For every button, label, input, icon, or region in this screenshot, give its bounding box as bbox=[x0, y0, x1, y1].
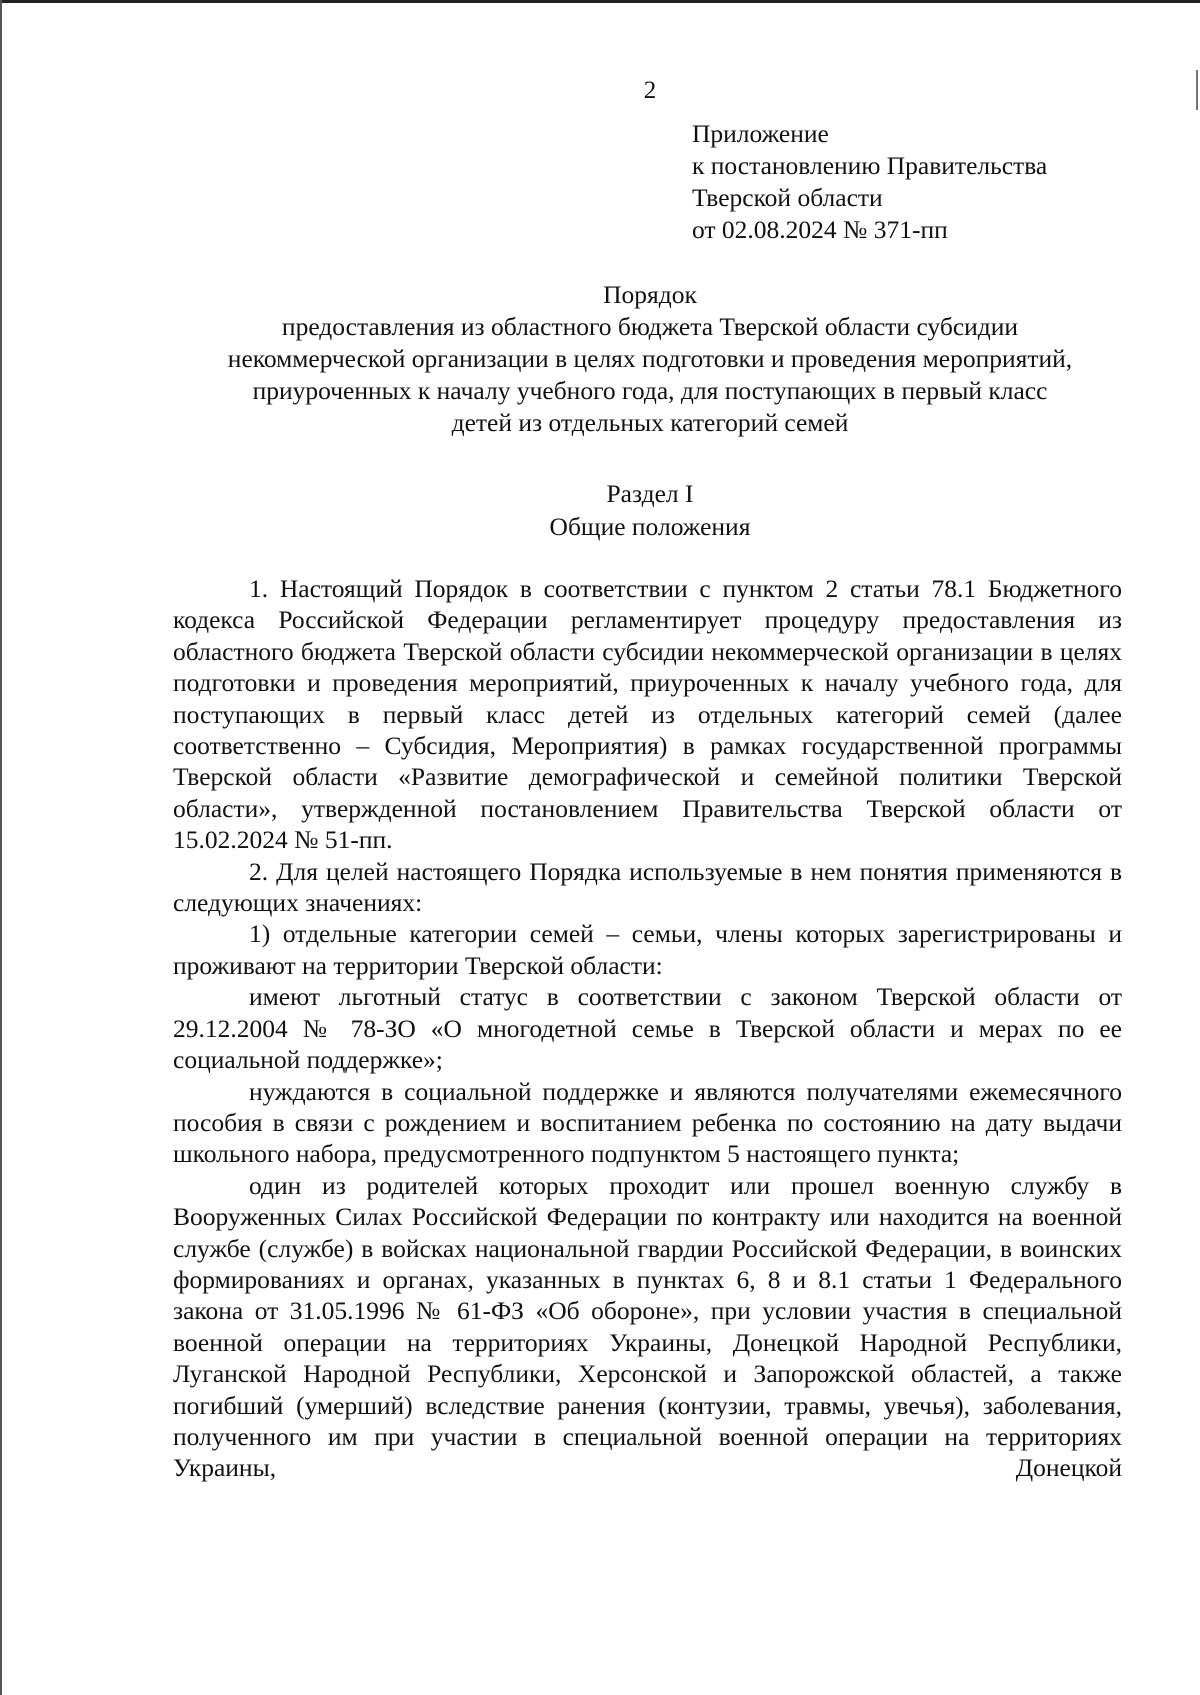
title-line: предоставления из областного бюджета Тверской области субсидии bbox=[281, 312, 1019, 341]
paragraph-4: имеют льготный статус в соответствии с законом Тверской области от 29.12.2004 № 78-ЗО «О многодетной семье в Тверской области и мерах по ее социальной поддержке»; bbox=[173, 982, 1122, 1075]
scan-edge-top bbox=[0, 0, 1200, 3]
paragraph-5: нуждаются в социальной поддержке и являются получателями ежемесячного пособия в связи с рождением и воспитанием ребенка по состоянию на дату выдачи школьного набора, предусмотренного подпунктом 5 настоящего пункта; bbox=[173, 1076, 1122, 1169]
document-body bbox=[173, 573, 1122, 1484]
section-name: Общие положения bbox=[549, 512, 751, 541]
page-number: 2 bbox=[643, 77, 657, 104]
appendix-header bbox=[692, 118, 1172, 246]
paragraph-3: 1) отдельные категории семей – семьи, члены которых зарегистрированы и проживают на территории Тверской области: bbox=[173, 919, 1122, 980]
section-number: Раздел I bbox=[606, 479, 694, 508]
document-title bbox=[150, 279, 1150, 439]
title-heading: Порядок bbox=[603, 280, 697, 309]
title-line: детей из отдельных категорий семей bbox=[451, 408, 849, 437]
paragraph-1: 1. Настоящий Порядок в соответствии с пунктом 2 статьи 78.1 Бюджетного кодекса Российской Федерации регламентирует процедуру предоставления из областного бюджета Тверской области субсидии некоммерческой организации в целях подготовки и проведения мероприятий, приуроченных к началу учебного года, для поступающих в первый класс детей из отдельных категорий семей (далее соответственно – Субсидия, Мероприятия) в рамках государственной программы Тверской области «Развитие демографической и семейной политики Тверской области», утвержденной постановлением Правительства Тверской области от 15.02.2024 № 51-пп. bbox=[173, 574, 1122, 855]
title-line: некоммерческой организации в целях подготовки и проведения мероприятий, bbox=[227, 344, 1073, 373]
section-heading bbox=[150, 477, 1150, 543]
appendix-line: Приложение bbox=[692, 119, 829, 148]
paragraph-2: 2. Для целей настоящего Порядка используемые в нем понятия применяются в следующих значениях: bbox=[173, 856, 1122, 918]
scan-edge-left bbox=[0, 0, 2, 1695]
title-line: приуроченных к началу учебного года, для поступающих в первый класс bbox=[252, 376, 1048, 405]
paragraph-6: один из родителей которых проходит или прошел военную службу в Вооруженных Силах Российской Федерации по контракту или находится на военной службе (службе) в войсках национальной гвардии Российской Федерации, в воинских формированиях и органах, указанных в пунктах 6, 8 и 8.1 статьи 1 Федерального закона от 31.05.1996 № 61-ФЗ «Об обороне», при условии участия в специальной военной операции на территориях Украины, Донецкой Народной Республики, Луганской Народной Республики, Херсонской и Запорожской областей, а также погибший (умерший) вследствие ранения (контузии, травмы, увечья), заболевания, полученного им при участии в специальной военной операции на территориях Украины, Донецкой bbox=[173, 1170, 1122, 1483]
appendix-line: к постановлению Правительства bbox=[692, 151, 1048, 180]
appendix-date-line: от 02.08.2024 № 371-пп bbox=[692, 215, 948, 244]
appendix-line: Тверской области bbox=[692, 183, 883, 212]
